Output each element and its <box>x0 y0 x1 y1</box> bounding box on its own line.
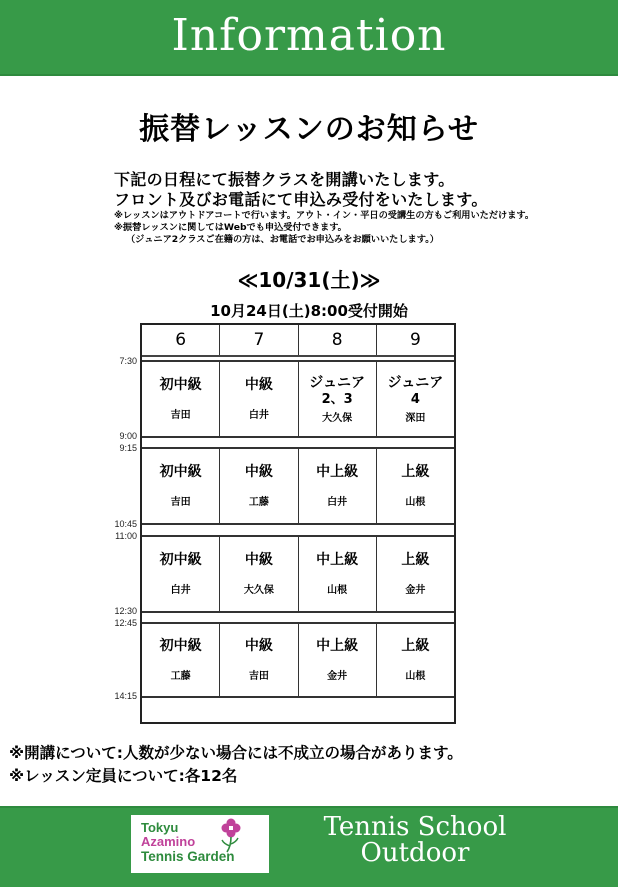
lesson-level: ジュニア <box>309 374 365 391</box>
footer-title-line: Outdoor <box>360 838 470 868</box>
lesson-coach: 工藤 <box>170 671 191 682</box>
lesson-level: 上級 <box>401 464 430 480</box>
footnote: ※開講について:人数が少ない場合には不成立の場合があります。 <box>9 744 463 762</box>
column-header: 8 <box>299 325 377 355</box>
lesson-coach: 吉田 <box>170 410 191 421</box>
lesson-cell <box>377 624 454 696</box>
time-label: 11:00 <box>115 531 137 541</box>
lead-line: 下記の日程にて振替クラスを開講いたします。 <box>114 170 455 189</box>
lesson-level: 中上級 <box>316 552 359 568</box>
time-label: 12:30 <box>114 606 137 616</box>
time-label: 14:15 <box>114 691 137 701</box>
tennis-garden-logo <box>131 815 269 873</box>
lesson-level: 上級 <box>401 552 430 568</box>
lesson-cell <box>377 362 454 436</box>
lesson-coach: 白井 <box>170 585 191 596</box>
reception-start: 10月24日(土)8:00受付開始 <box>210 302 408 320</box>
lesson-coach: 深田 <box>405 412 426 424</box>
header-bar <box>0 0 618 76</box>
lesson-coach: 工藤 <box>248 497 269 508</box>
lesson-level: 中級 <box>244 464 273 480</box>
lesson-cell <box>377 449 454 523</box>
lesson-cell <box>220 449 298 523</box>
lesson-level: 初中級 <box>159 377 202 393</box>
footnote: ※レッスン定員について:各12名 <box>9 767 238 785</box>
lesson-cell <box>299 624 377 696</box>
lesson-coach: 山根 <box>327 585 348 596</box>
lesson-coach: 大久保 <box>322 412 353 424</box>
lesson-cell <box>142 537 220 611</box>
lesson-cell <box>377 537 454 611</box>
lesson-level: 初中級 <box>159 552 202 568</box>
lesson-coach: 吉田 <box>170 497 191 508</box>
event-date: ≪10/31(土)≫ <box>237 268 381 292</box>
lesson-level-extra: 4 <box>410 391 420 407</box>
footer-title <box>300 814 530 866</box>
lesson-row <box>142 622 454 698</box>
logo-text: Tennis Garden <box>141 849 235 864</box>
time-label: 9:15 <box>119 443 137 453</box>
intro-text <box>114 170 534 246</box>
footer-title-line: Tennis School <box>323 812 507 842</box>
lesson-coach: 大久保 <box>243 585 274 596</box>
column-header: 6 <box>142 325 220 355</box>
lesson-level: 中級 <box>244 377 273 393</box>
lesson-level-extra: 2、3 <box>321 391 353 407</box>
footnotes <box>9 742 463 788</box>
lesson-cell <box>220 624 298 696</box>
column-header: 9 <box>409 330 421 350</box>
note-line: ※レッスンはアウトドアコートで行います。アウト・イン・平日の受講生の方もご利用いただけます。 <box>114 210 535 221</box>
time-label: 12:45 <box>114 618 137 628</box>
note-line: ※振替レッスンに関してはWebでも申込受付できます。 <box>114 222 347 233</box>
logo-text: Azamino <box>141 834 196 849</box>
lesson-coach: 山根 <box>405 497 426 508</box>
lesson-row <box>142 447 454 525</box>
time-label: 10:45 <box>114 519 137 529</box>
lesson-coach: 吉田 <box>248 671 269 682</box>
time-label: 7:30 <box>119 356 137 366</box>
lesson-level: ジュニア <box>387 374 444 391</box>
flower-icon <box>219 818 243 854</box>
lesson-level: 中級 <box>244 552 273 568</box>
logo-text: Tokyu <box>141 820 179 835</box>
lesson-row <box>142 360 454 438</box>
lesson-level: 中上級 <box>316 638 359 654</box>
lesson-level: 初中級 <box>159 464 202 480</box>
lesson-cell <box>220 362 298 436</box>
lesson-coach: 白井 <box>248 410 269 421</box>
lesson-level: 初中級 <box>159 638 202 654</box>
header-title: Information <box>171 9 447 61</box>
lesson-coach: 白井 <box>327 497 348 508</box>
lesson-cell <box>142 362 220 436</box>
lesson-cell <box>299 362 377 436</box>
column-header-row <box>142 325 454 357</box>
time-label: 9:00 <box>119 431 137 441</box>
lesson-coach: 山根 <box>405 671 426 682</box>
lesson-level: 上級 <box>401 638 430 654</box>
lesson-cell <box>299 537 377 611</box>
lesson-cell <box>220 537 298 611</box>
note-line: （ジュニア2クラスご在籍の方は、お電話でお申込みをお願いいたします。） <box>126 234 439 245</box>
column-header: 7 <box>220 325 298 355</box>
lesson-level: 中上級 <box>316 464 359 480</box>
lead-line: フロント及びお電話にて申込み受付をいたします。 <box>114 190 488 209</box>
lesson-coach: 金井 <box>327 671 348 682</box>
lesson-coach: 金井 <box>405 585 426 596</box>
lesson-row <box>142 535 454 613</box>
lesson-cell <box>142 449 220 523</box>
lesson-cell <box>142 624 220 696</box>
lesson-level: 中級 <box>244 638 273 654</box>
notice-title: 振替レッスンのお知らせ <box>139 112 479 147</box>
lesson-cell <box>299 449 377 523</box>
schedule-table <box>140 323 456 724</box>
